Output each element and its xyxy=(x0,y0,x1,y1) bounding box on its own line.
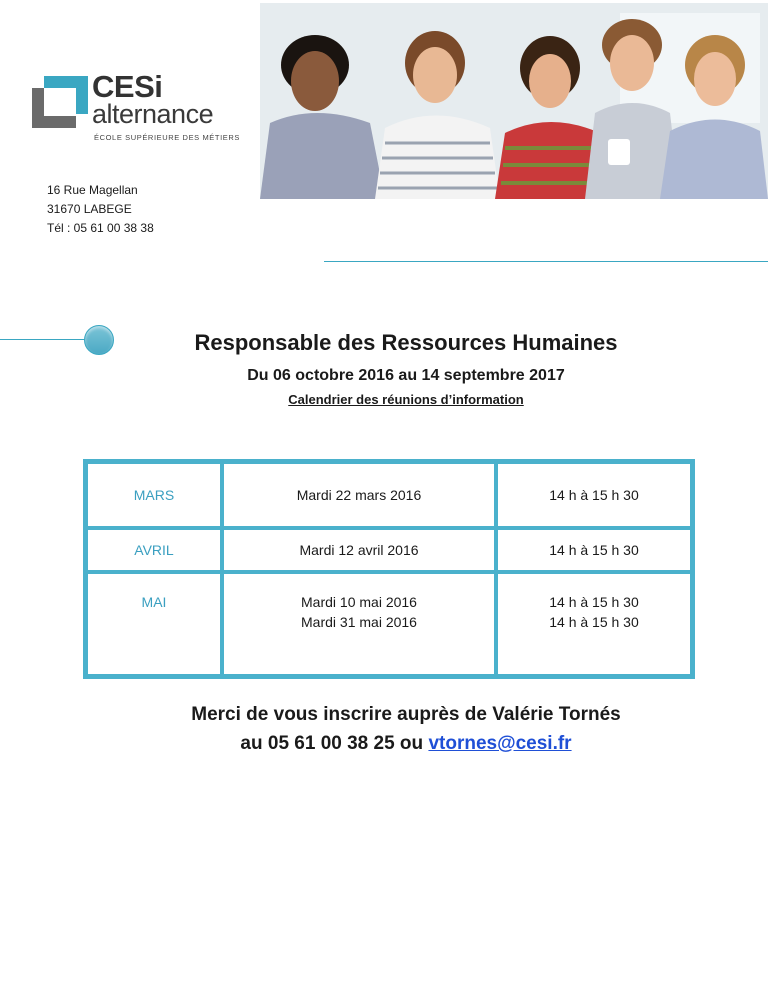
schedule-caption xyxy=(0,392,768,407)
logo-sub: alternance xyxy=(92,99,214,129)
table-row xyxy=(88,526,690,570)
time-text: 14 h à 15 h 30 xyxy=(549,542,639,558)
logo-tagline: ÉCOLE SUPÉRIEURE DES MÉTIERS xyxy=(94,133,240,142)
date-cell xyxy=(220,526,494,570)
date-text: Mardi 22 mars 2016 xyxy=(296,487,422,503)
logo-mark-icon xyxy=(30,74,90,130)
address-city: 31670 LABEGE xyxy=(47,202,132,216)
email-link[interactable]: vtornes@cesi.fr xyxy=(428,733,572,754)
contact-line-2 xyxy=(44,729,768,758)
date-text: Mardi 12 avril 2016 xyxy=(299,542,419,558)
schedule-caption-text: Calendrier des réunions d’information xyxy=(288,392,524,407)
time-text: 14 h à 15 h 30 xyxy=(549,614,639,630)
month-cell: MARS xyxy=(133,487,175,503)
logo-brand: CESi xyxy=(92,69,163,104)
contact-block xyxy=(0,700,768,758)
decorative-line-top xyxy=(324,261,768,262)
time-cell xyxy=(494,570,690,674)
contact-line-1: Merci de vous inscrire auprès de Valérie Tornés xyxy=(191,704,621,725)
group-photo-icon xyxy=(260,3,768,199)
table-row xyxy=(88,570,690,674)
table-row xyxy=(88,464,690,526)
cesi-logo xyxy=(30,70,250,150)
date-text: Mardi 31 mai 2016 xyxy=(301,614,417,630)
date-text: Mardi 10 mai 2016 xyxy=(301,594,417,610)
month-cell: MAI xyxy=(88,570,220,674)
page-title: Responsable des Ressources Humaines xyxy=(194,330,618,355)
address-block xyxy=(47,181,154,238)
address-street: 16 Rue Magellan xyxy=(47,183,138,197)
schedule-table xyxy=(83,459,695,679)
date-cell xyxy=(220,464,494,526)
month-cell: AVRIL xyxy=(88,526,220,570)
time-cell xyxy=(494,464,690,526)
page-subtitle-dates: Du 06 octobre 2016 au 14 septembre 2017 xyxy=(247,367,565,384)
date-cell xyxy=(220,570,494,674)
time-cell xyxy=(494,526,690,570)
contact-phone-text: au 05 61 00 38 25 ou xyxy=(240,733,429,754)
time-text: 14 h à 15 h 30 xyxy=(549,487,639,503)
time-text: 14 h à 15 h 30 xyxy=(549,594,639,610)
address-phone: Tél : 05 61 00 38 38 xyxy=(47,221,154,235)
